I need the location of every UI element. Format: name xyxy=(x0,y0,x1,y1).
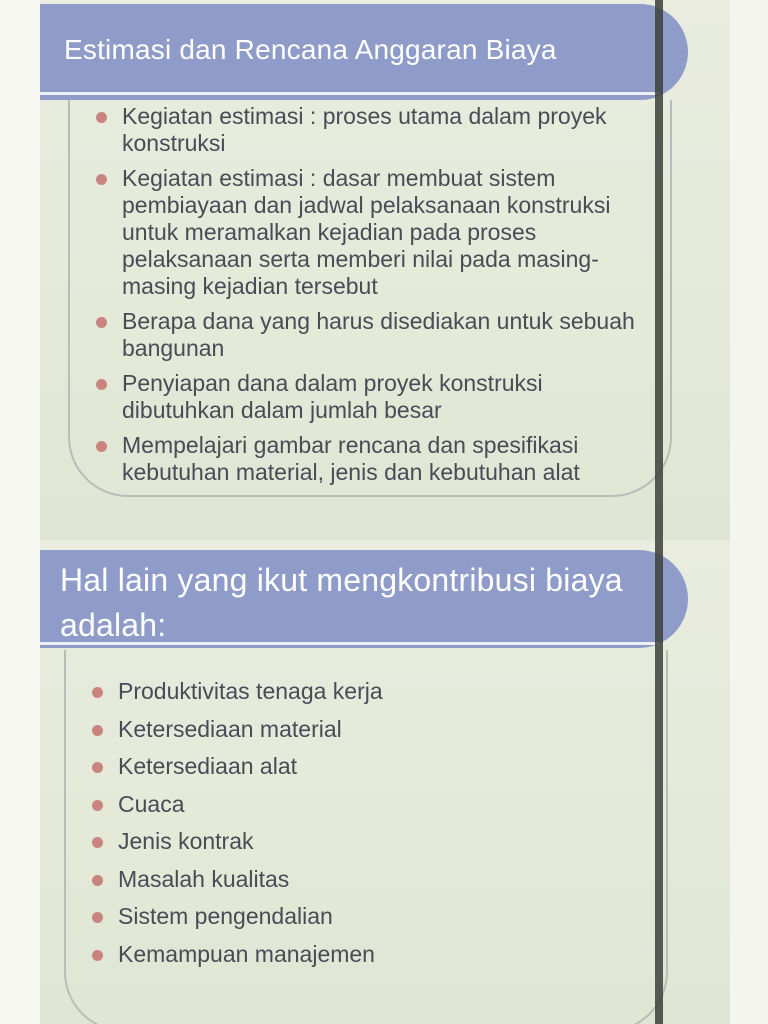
bullet-text: Sistem pengendalian xyxy=(118,903,333,929)
bullet-text: Masalah kualitas xyxy=(118,865,290,892)
list-item xyxy=(92,711,592,749)
list-item xyxy=(92,823,592,861)
list-item xyxy=(92,673,592,711)
bullet-text: Cuaca xyxy=(118,790,185,817)
list-item xyxy=(96,370,656,424)
list-item xyxy=(96,308,656,362)
slide-title: Estimasi dan Rencana Anggaran Biaya xyxy=(64,34,557,65)
bullet-dot-icon xyxy=(96,317,107,328)
list-item xyxy=(92,936,592,974)
bullet-dot-icon xyxy=(92,912,103,923)
list-item xyxy=(92,861,592,899)
page-margin-left xyxy=(0,0,40,540)
bullet-dot-icon xyxy=(92,950,103,961)
bullet-dot-icon xyxy=(96,379,107,390)
list-item xyxy=(96,432,656,486)
bullet-text: Kegiatan estimasi : proses utama dalam proyek konstruksi xyxy=(122,103,607,156)
bullet-dot-icon xyxy=(92,687,103,698)
list-item xyxy=(92,786,592,824)
slide-kontribusi-biaya xyxy=(0,540,768,1024)
list-item xyxy=(96,103,656,157)
bullet-text: Produktivitas tenaga kerja xyxy=(118,678,383,704)
bullet-list xyxy=(92,673,592,973)
title-underline xyxy=(40,92,660,95)
bullet-text: Kegiatan estimasi : dasar membuat sistem pembiayaan dan jadwal pelaksanaan konstruksi untuk meramalkan kejadian pada proses pelaksanaan serta memberi nilai pada masing-masing kejadian tersebut xyxy=(122,165,611,299)
page-margin-left xyxy=(0,540,40,1024)
slide-title: Hal lain yang ikut mengkontribusi biaya adalah: xyxy=(60,562,623,643)
bullet-text: Ketersediaan alat xyxy=(118,753,298,779)
bullet-dot-icon xyxy=(96,441,107,452)
screen-edge-shadow xyxy=(655,0,663,540)
bullet-dot-icon xyxy=(96,174,107,185)
bullet-list xyxy=(96,103,656,494)
bullet-text: Berapa dana yang harus disediakan untuk sebuah bangunan xyxy=(122,308,635,361)
bullet-text: Kemampuan manajemen xyxy=(118,940,375,967)
bullet-dot-icon xyxy=(92,762,103,773)
bullet-dot-icon xyxy=(92,725,103,736)
page-margin-right xyxy=(730,540,768,1024)
list-item xyxy=(96,165,656,300)
bullet-dot-icon xyxy=(92,800,103,811)
screen-edge-shadow xyxy=(655,540,663,1024)
bullet-text: Penyiapan dana dalam proyek konstruksi dibutuhkan dalam jumlah besar xyxy=(122,370,543,423)
page-margin-right xyxy=(730,0,768,540)
bullet-dot-icon xyxy=(96,112,107,123)
bullet-dot-icon xyxy=(92,875,103,886)
bullet-text: Mempelajari gambar rencana dan spesifikasi kebutuhan material, jenis dan kebutuhan alat xyxy=(122,432,580,485)
list-item xyxy=(92,748,592,786)
bullet-text: Jenis kontrak xyxy=(118,828,254,854)
list-item xyxy=(92,898,592,936)
bullet-text: Ketersediaan material xyxy=(118,715,342,742)
bullet-dot-icon xyxy=(92,837,103,848)
